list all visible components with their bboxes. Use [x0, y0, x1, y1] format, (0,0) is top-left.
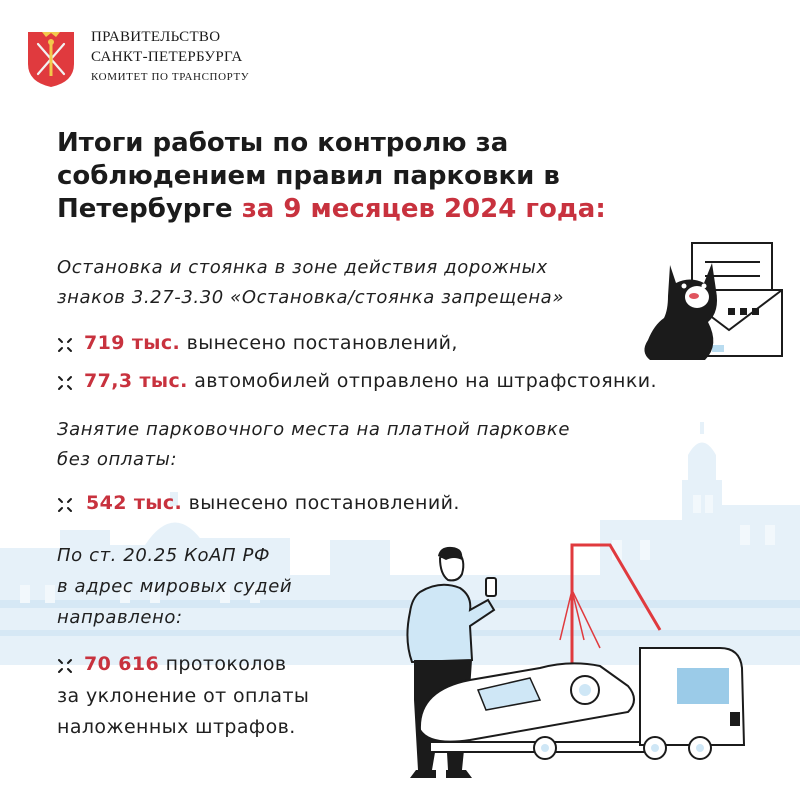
stat-number: 719 тыс.: [84, 332, 181, 354]
stat-number: 77,3 тыс.: [84, 370, 188, 392]
page-title-line1: Итоги работы по контролю за: [57, 128, 509, 158]
title-period: за 9 месяцев 2024 года:: [241, 194, 606, 224]
section2-heading-line1: Занятие парковочного места на платной парковке: [57, 419, 571, 440]
section1-heading-line1: Остановка и стоянка в зоне действия дорожных: [57, 257, 548, 278]
stat-text: автомобилей отправлено на штрафстоянки.: [194, 370, 657, 392]
section2-heading-line2: без оплаты:: [57, 449, 178, 470]
stat-protocols-line2: за уклонение от оплаты: [57, 685, 310, 707]
gov-title-line1: ПРАВИТЕЛЬСТВО: [91, 29, 221, 45]
section3-heading-line1: По ст. 20.25 КоАП РФ: [57, 545, 271, 566]
stat-text: вынесено постановлений,: [186, 332, 458, 354]
stat-number: 70 616: [84, 653, 160, 675]
cat-with-letter-illustration: [644, 243, 782, 360]
stat-number: 542 тыс.: [86, 492, 183, 514]
title-location: Петербурге: [57, 194, 233, 224]
stat-protocols-line3: наложенных штрафов.: [57, 716, 296, 738]
page-title-line2: соблюдением правил парковки в: [57, 161, 560, 191]
section3-heading-line2: в адрес мировых судей: [57, 576, 293, 597]
committee-name: КОМИТЕТ ПО ТРАНСПОРТУ: [91, 71, 250, 83]
gov-title-line2: САНКТ-ПЕТЕРБУРГА: [91, 49, 243, 65]
section1-heading-line2: знаков 3.27-3.30 «Остановка/стоянка запрещена»: [57, 287, 565, 308]
section3-heading-line3: направлено:: [57, 607, 183, 628]
stat-text: протоколов: [165, 653, 287, 675]
stat-text: вынесено постановлений.: [188, 492, 460, 514]
